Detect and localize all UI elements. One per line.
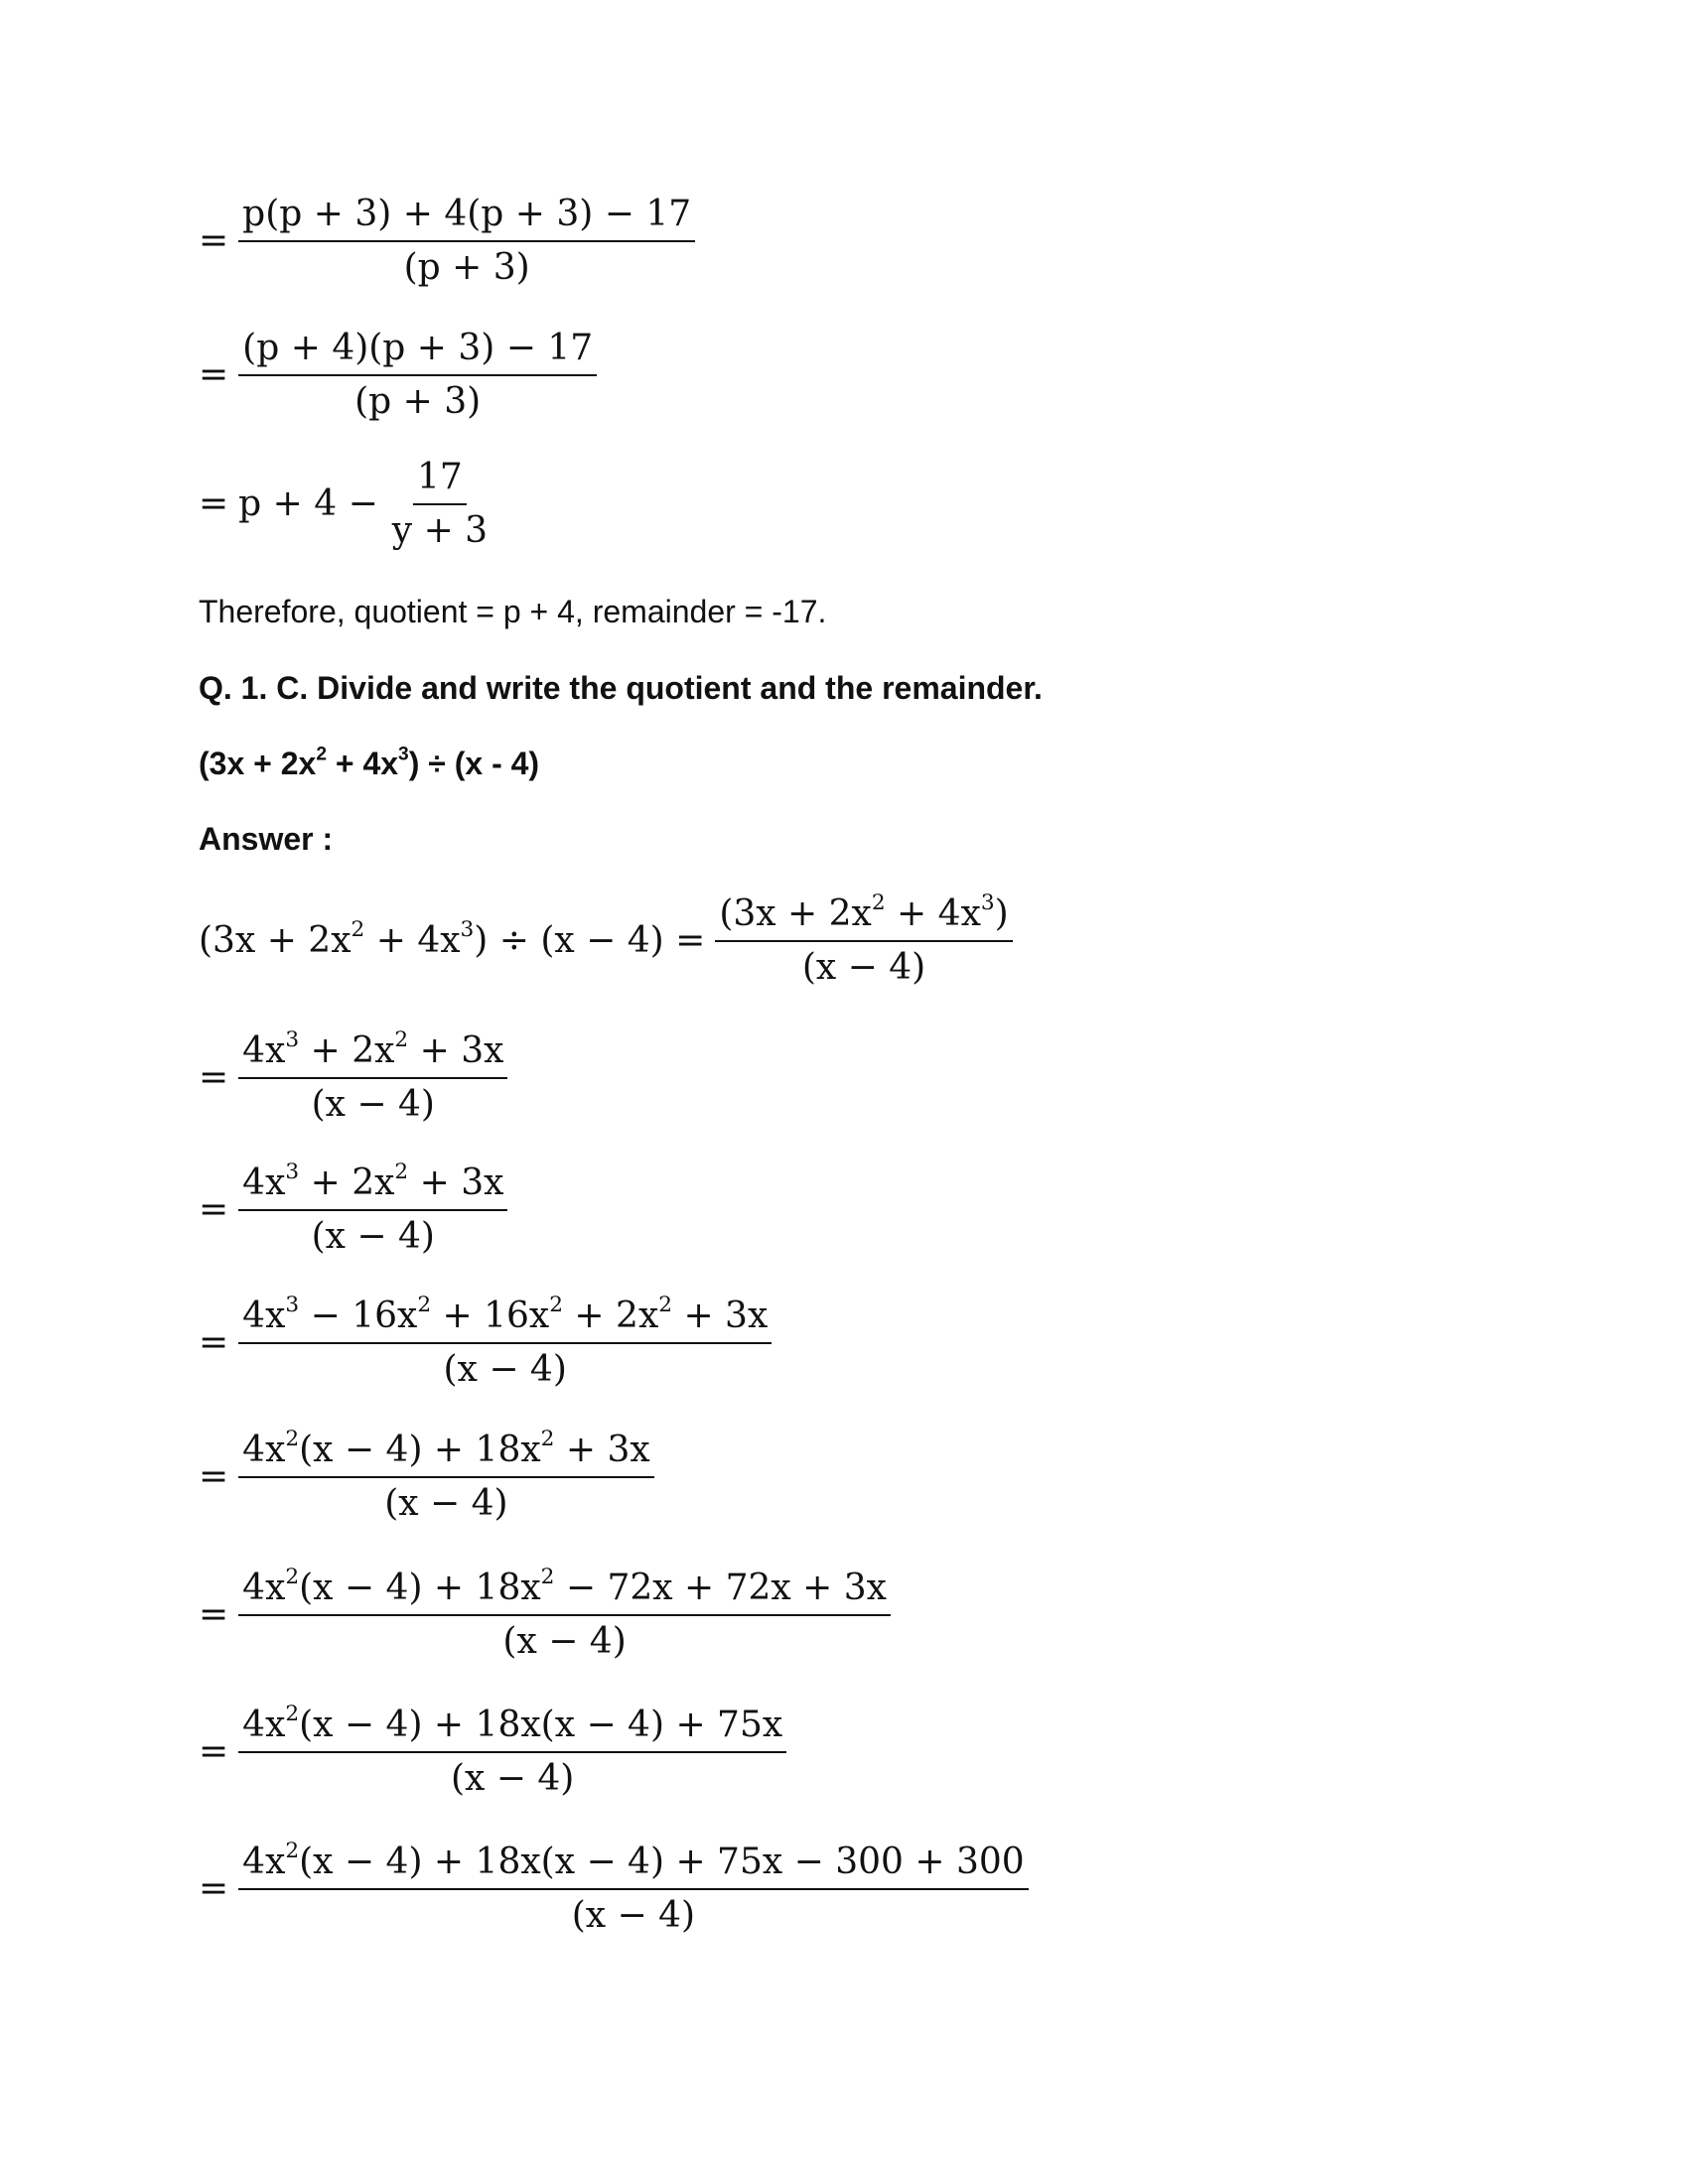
numerator: (p + 4)(p + 3) − 17 bbox=[238, 331, 597, 376]
denominator: (p + 3) bbox=[403, 247, 530, 288]
equals-sign: = bbox=[199, 1322, 229, 1363]
denominator: (x − 4) bbox=[450, 1758, 575, 1799]
equals-sign: = bbox=[199, 483, 229, 524]
equals-sign: = bbox=[199, 1057, 229, 1098]
fraction bbox=[238, 328, 597, 422]
lhs-expression: $(3x + 2x^2 + 4x^3) \div (x - 4)$ = bbox=[199, 916, 706, 961]
conclusion-text: Therefore, quotient = p + 4, remainder = -17. bbox=[199, 594, 827, 629]
math-step-9 bbox=[199, 1701, 786, 1799]
question-title: Q. 1. C. Divide and write the quotient and the remainder. bbox=[199, 670, 1043, 706]
denominator: (p + 3) bbox=[354, 381, 482, 422]
equals-sign: = bbox=[199, 354, 229, 395]
denominator: (x − 4) bbox=[311, 1216, 435, 1257]
math-step-7 bbox=[199, 1426, 654, 1524]
fraction bbox=[238, 1838, 1029, 1936]
numerator: 17 bbox=[413, 460, 467, 505]
equals-sign: = bbox=[199, 1189, 229, 1230]
fraction bbox=[238, 1426, 654, 1524]
equals-sign: = bbox=[199, 1456, 229, 1497]
denominator: (x − 4) bbox=[311, 1084, 435, 1125]
fraction bbox=[238, 1564, 891, 1662]
denominator: (x − 4) bbox=[801, 947, 926, 988]
math-first-step bbox=[199, 889, 1013, 988]
fraction bbox=[715, 889, 1012, 988]
numerator: $4x^2(x - 4) + 18x(x - 4) + 75x - 300 + 300$ bbox=[238, 1844, 1029, 1890]
fraction bbox=[238, 1701, 786, 1799]
math-step-1 bbox=[199, 194, 695, 288]
numerator: $4x^3 - 16x^2 + 16x^2 + 2x^2 + 3x$ bbox=[238, 1298, 772, 1344]
fraction bbox=[238, 1159, 507, 1257]
math-step-5 bbox=[199, 1159, 507, 1257]
fraction bbox=[238, 194, 695, 288]
denominator: (x − 4) bbox=[443, 1349, 567, 1390]
numerator: $4x^2(x - 4) + 18x(x - 4) + 75x$ bbox=[238, 1707, 786, 1753]
numerator: p(p + 3) + 4(p + 3) − 17 bbox=[238, 197, 695, 242]
fraction bbox=[388, 457, 492, 551]
fraction bbox=[238, 1292, 772, 1390]
denominator: (x − 4) bbox=[571, 1895, 696, 1936]
equals-sign: = bbox=[199, 1594, 229, 1635]
denominator: (x − 4) bbox=[384, 1483, 508, 1524]
numerator: $4x^2(x - 4) + 18x^2 - 72x + 72x + 3x$ bbox=[238, 1570, 891, 1616]
equals-sign: = bbox=[199, 1731, 229, 1772]
numerator: $4x^3 + 2x^2 + 3x$ bbox=[238, 1165, 507, 1211]
numerator: $(3x + 2x^2 + 4x^3)$ bbox=[715, 896, 1012, 942]
math-step-3 bbox=[199, 457, 492, 551]
numerator: $4x^3 + 2x^2 + 3x$ bbox=[238, 1033, 507, 1079]
expression-prefix: p + 4 − bbox=[238, 483, 378, 524]
denominator: y + 3 bbox=[391, 510, 489, 551]
equals-sign: = bbox=[199, 220, 229, 261]
math-step-2 bbox=[199, 328, 597, 422]
numerator: $4x^2(x - 4) + 18x^2 + 3x$ bbox=[238, 1433, 654, 1478]
math-step-10 bbox=[199, 1838, 1029, 1936]
math-step-6 bbox=[199, 1292, 772, 1390]
fraction bbox=[238, 1026, 507, 1125]
equals-sign: = bbox=[199, 1868, 229, 1909]
math-step-8 bbox=[199, 1564, 891, 1662]
answer-label: Answer : bbox=[199, 821, 334, 857]
math-step-4 bbox=[199, 1026, 507, 1125]
denominator: (x − 4) bbox=[502, 1621, 627, 1662]
question-expression: $(3x + 2x^2 + 4x^3) \div (x - 4)$ bbox=[199, 744, 540, 781]
